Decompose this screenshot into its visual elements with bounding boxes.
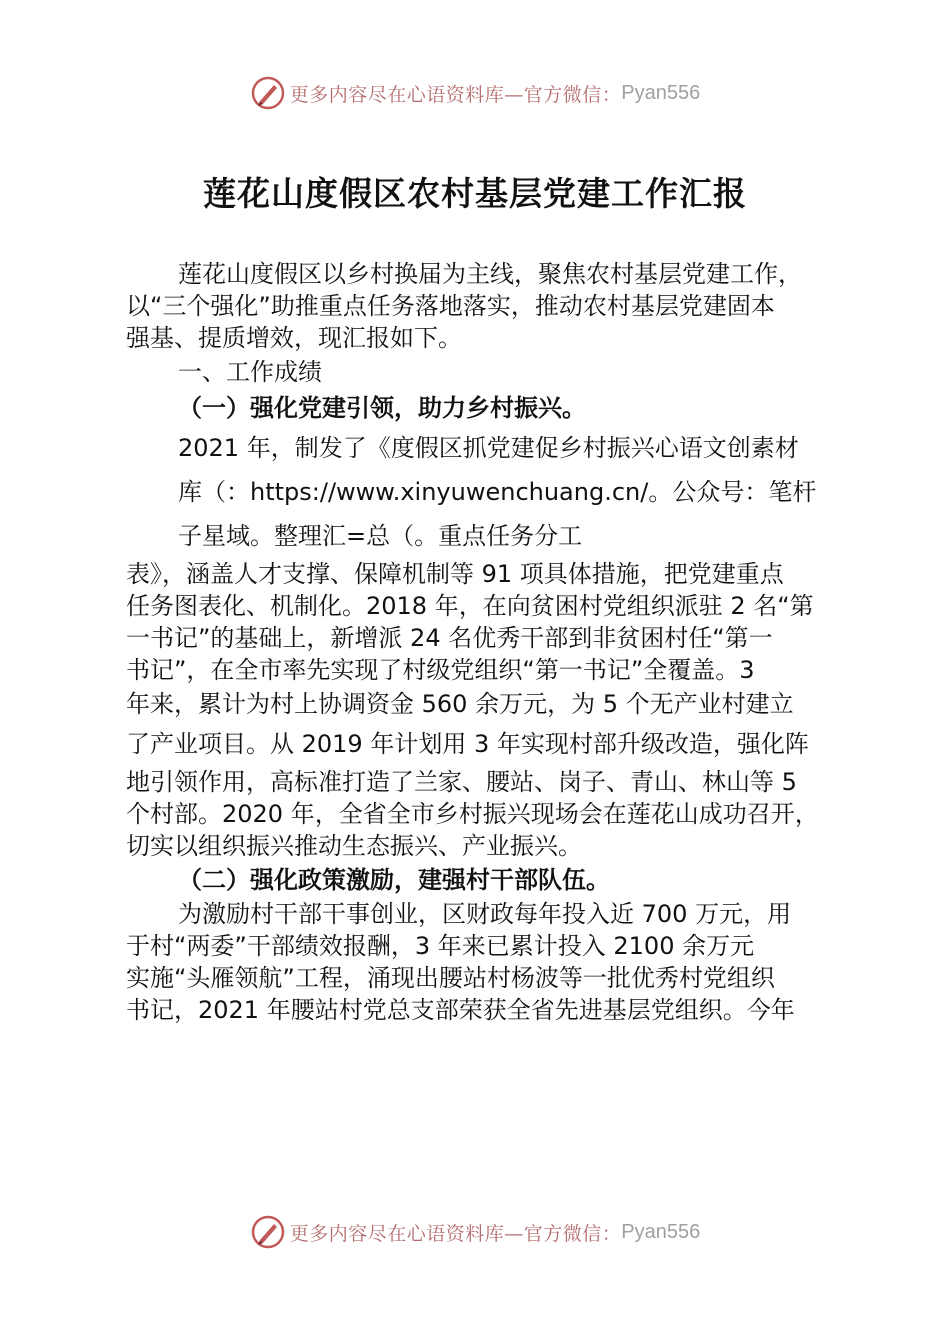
paragraph-line: 于村“两委”干部绩效报酬，3 年来已累计投入 2100 余万元 xyxy=(126,932,755,960)
paragraph-line: 任务图表化、机制化。2018 年，在向贫困村党组织派驻 2 名“第 xyxy=(126,592,814,620)
paragraph-line: 子星域。整理汇=总（。重点任务分工 xyxy=(178,522,583,550)
paragraph-line: 强基、提质增效，现汇报如下。 xyxy=(126,324,462,352)
watermark-banner-top xyxy=(0,73,950,113)
paragraph-line: 以“三个强化”助推重点任务落地落实，推动农村基层党建固本 xyxy=(126,292,775,320)
wechat-id: Pyan556 xyxy=(621,1220,701,1243)
paragraph-line: 切实以组织振兴推动生态振兴、产业振兴。 xyxy=(126,832,582,860)
paragraph-line: 了产业项目。从 2019 年计划用 3 年实现村部升级改造，强化阵 xyxy=(126,730,809,758)
document-title: 莲花山度假区农村基层党建工作汇报 xyxy=(203,174,747,213)
paragraph-line: 年来，累计为村上协调资金 560 余万元，为 5 个无产业村建立 xyxy=(126,690,794,718)
paragraph-line: 一书记”的基础上，新增派 24 名优秀干部到非贫困村任“第一 xyxy=(126,624,773,652)
paragraph-line: 书记”，在全市率先实现了村级党组织“第一书记”全覆盖。3 xyxy=(126,656,755,684)
paragraph-line: 地引领作用，高标准打造了兰家、腰站、岗子、青山、林山等 5 xyxy=(126,768,797,796)
paragraph-line: 为激励村干部干事创业，区财政每年投入近 700 万元，用 xyxy=(178,900,792,928)
pen-logo-icon xyxy=(250,75,286,111)
paragraph-line: 莲花山度假区以乡村换届为主线，聚焦农村基层党建工作， xyxy=(178,260,802,288)
paragraph-line: 2021 年，制发了《度假区抓党建促乡村振兴心语文创素材 xyxy=(178,434,799,462)
paragraph-line: 书记，2021 年腰站村党总支部荣获全省先进基层党组织。今年 xyxy=(126,996,795,1024)
watermark-banner-bottom xyxy=(0,1212,950,1252)
wechat-id: Pyan556 xyxy=(621,81,701,104)
watermark-text: 更多内容尽在心语资料库—官方微信： xyxy=(289,83,622,106)
paragraph-line: 表》，涵盖人才支撑、保障机制等 91 项具体措施，把党建重点 xyxy=(126,560,784,588)
pen-logo-icon xyxy=(250,1214,286,1250)
document-body xyxy=(126,258,846,1026)
section-heading: 一、工作成绩 xyxy=(178,358,322,386)
subsection-heading: （二）强化政策激励，建强村干部队伍。 xyxy=(178,866,610,894)
paragraph-line: 实施“头雁领航”工程，涌现出腰站村杨波等一批优秀村党组织 xyxy=(126,964,775,992)
paragraph-line: 个村部。2020 年，全省全市乡村振兴现场会在莲花山成功召开， xyxy=(126,800,819,828)
watermark-text: 更多内容尽在心语资料库—官方微信： xyxy=(289,1222,622,1245)
paragraph-line: 库（：https://www.xinyuwenchuang.cn/。公众号：笔杆 xyxy=(178,478,817,506)
subsection-heading: （一）强化党建引领，助力乡村振兴。 xyxy=(178,394,586,422)
